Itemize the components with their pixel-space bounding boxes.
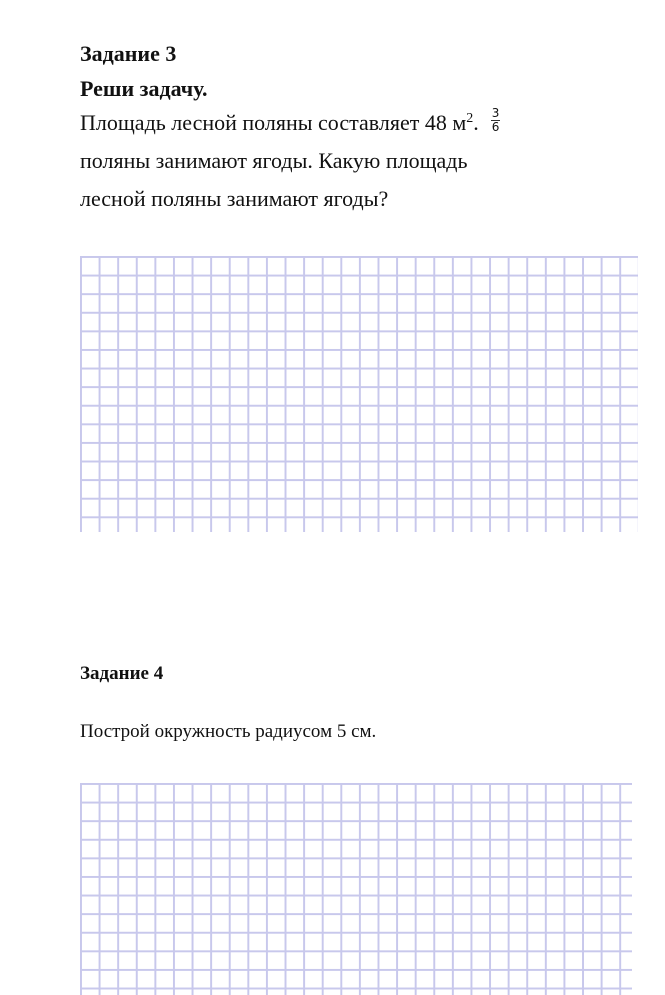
task4-title: Задание 4 [80,663,164,684]
task4-drawing-grid[interactable] [80,783,632,995]
problem-line-1 [80,104,640,142]
task3-problem-text [80,104,640,218]
area-unit-exponent: 2 [466,111,474,126]
fraction-denominator: 6 [491,120,500,135]
problem-line-3: лесной поляны занимают ягоды? [80,186,389,211]
fraction [491,107,501,134]
task4-text: Построй окружность радиусом 5 см. [80,721,377,742]
task3-title: Задание 3 [80,41,177,66]
task3-answer-grid[interactable] [80,256,638,532]
fraction-numerator: 3 [491,106,500,121]
problem-line-2: поляны занимают ягоды. Какую площадь [80,148,468,173]
task3-subtitle: Реши задачу. [80,76,208,101]
problem-line-1-text: Площадь лесной поляны составляет 48 м [80,110,467,135]
problem-line-1-end: . [473,110,479,135]
